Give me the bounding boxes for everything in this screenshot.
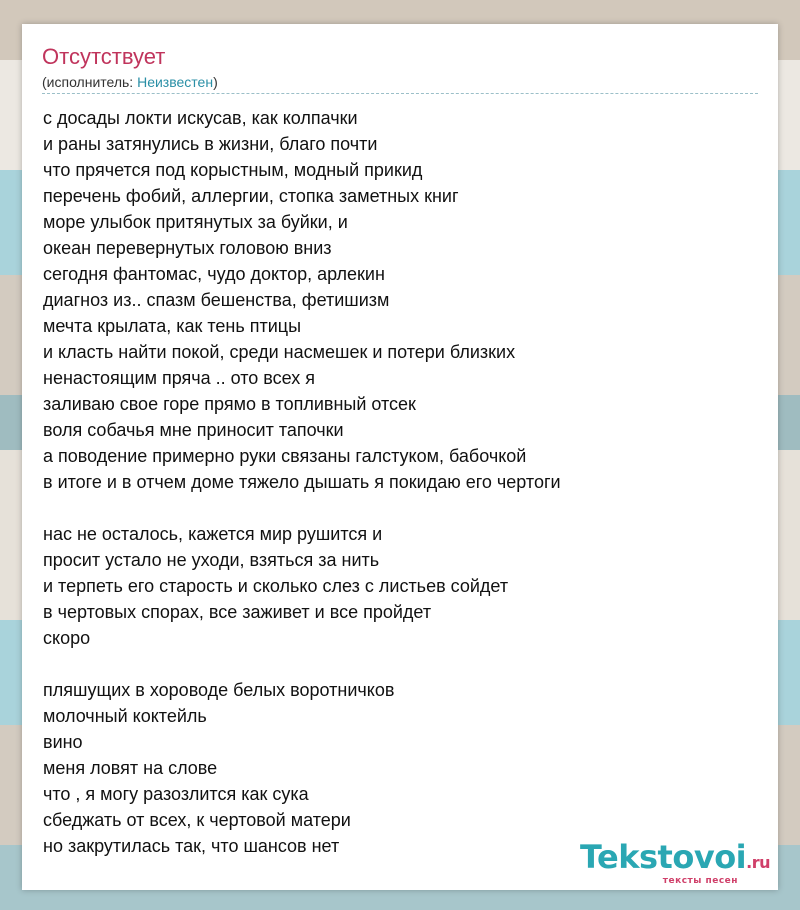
lyric-line: в итоге и в отчем доме тяжело дышать я покидаю его чертоги bbox=[43, 472, 561, 492]
lyric-line: меня ловят на слове bbox=[43, 758, 218, 778]
artist-suffix: ) bbox=[213, 74, 218, 90]
lyric-line: вино bbox=[43, 732, 83, 752]
logo-main-text: Tekstovoi bbox=[579, 838, 747, 876]
lyric-line: заливаю свое горе прямо в топливный отсек bbox=[43, 394, 416, 414]
lyric-line: молочный коктейль bbox=[43, 706, 207, 726]
lyric-line: скоро bbox=[43, 628, 91, 648]
lyric-line: просит устало не уходи, взяться за нить bbox=[43, 550, 380, 570]
song-title: Отсутствует bbox=[42, 44, 166, 69]
lyric-line: и терпеть его старость и сколько слез с листьев сойдет bbox=[43, 576, 509, 596]
lyric-line: но закрутилась так, что шансов нет bbox=[43, 836, 340, 856]
stanza-gap bbox=[43, 651, 758, 677]
lyric-line: с досады локти искусав, как колпачки bbox=[43, 108, 358, 128]
lyrics-card bbox=[22, 24, 778, 890]
lyric-line: океан перевернутых головою вниз bbox=[43, 238, 332, 258]
lyric-line: а поводение примерно руки связаны галстуком, бабочкой bbox=[43, 446, 527, 466]
lyric-line: нас не осталось, кажется мир рушится и bbox=[43, 524, 383, 544]
logo-wordmark bbox=[580, 840, 770, 880]
logo-tld: .ru bbox=[746, 853, 770, 872]
stanza-gap bbox=[43, 495, 758, 521]
logo-tagline: тексты песен bbox=[662, 876, 738, 886]
lyric-line: что прячется под корыстным, модный прикид bbox=[43, 160, 423, 180]
lyric-line: перечень фобий, аллергии, стопка заметных книг bbox=[43, 186, 459, 206]
lyric-line: ненастоящим пряча .. ото всех я bbox=[43, 368, 316, 388]
lyric-line: в чертовых спорах, все заживет и все пройдет bbox=[43, 602, 432, 622]
lyric-line: и раны затянулись в жизни, благо почти bbox=[43, 134, 378, 154]
lyric-line: что , я могу разозлится как сука bbox=[43, 784, 309, 804]
lyrics-text bbox=[43, 105, 758, 859]
artist-line bbox=[42, 74, 218, 90]
artist-prefix: (исполнитель: bbox=[42, 74, 138, 90]
lyric-line: и класть найти покой, среди насмешек и потери близких bbox=[43, 342, 516, 362]
lyric-line: мечта крылата, как тень птицы bbox=[43, 316, 302, 336]
lyric-line: диагноз из.. спазм бешенства, фетишизм bbox=[43, 290, 390, 310]
site-logo[interactable] bbox=[580, 840, 770, 886]
lyric-line: сегодня фантомас, чудо доктор, арлекин bbox=[43, 264, 385, 284]
lyric-line: воля собачья мне приносит тапочки bbox=[43, 420, 344, 440]
lyric-line: пляшущих в хороводе белых воротничков bbox=[43, 680, 395, 700]
lyric-line: сбеджать от всех, к чертовой матери bbox=[43, 810, 351, 830]
divider bbox=[42, 93, 758, 94]
artist-link[interactable]: Неизвестен bbox=[137, 74, 214, 90]
lyric-line: море улыбок притянутых за буйки, и bbox=[43, 212, 348, 232]
